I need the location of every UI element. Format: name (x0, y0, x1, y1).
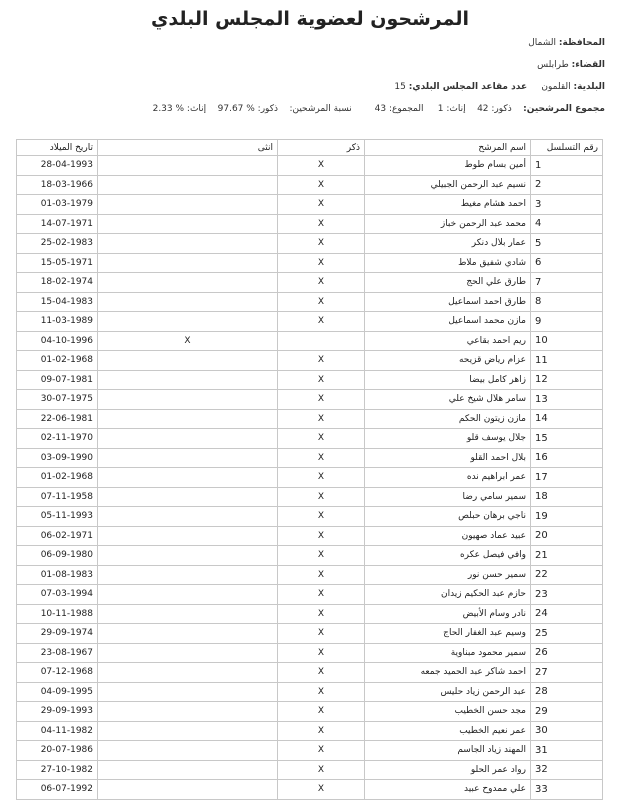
birthdate-cell: 29-09-1974 (17, 624, 98, 644)
table-row (17, 273, 603, 293)
birthdate-cell: 04-10-1996 (17, 331, 98, 351)
serial-cell: 24 (531, 604, 603, 624)
male-cell: X (278, 370, 365, 390)
female-cell (98, 429, 278, 449)
candidate-name-cell: عبد الرحمن زياد حليس (365, 682, 531, 702)
candidate-name-cell: مجد حسن الخطيب (365, 702, 531, 722)
table-header-row (17, 140, 603, 156)
serial-cell: 8 (531, 292, 603, 312)
table-row (17, 253, 603, 273)
candidate-name-cell: المهند زياد الجاسم (365, 741, 531, 761)
birthdate-cell: 01-08-1983 (17, 565, 98, 585)
candidate-name-cell: ريم احمد بقاعي (365, 331, 531, 351)
male-cell: X (278, 390, 365, 410)
candidate-name-cell: وافي فيصل عكره (365, 546, 531, 566)
birthdate-cell: 27-10-1982 (17, 760, 98, 780)
birthdate-cell: 04-09-1995 (17, 682, 98, 702)
male-percent: ذكور: % 97.67 (217, 104, 278, 114)
candidate-name-cell: جلال يوسف قلو (365, 429, 531, 449)
table-row (17, 546, 603, 566)
table-row (17, 175, 603, 195)
birthdate-cell: 02-11-1970 (17, 429, 98, 449)
female-cell (98, 507, 278, 527)
table-row (17, 487, 603, 507)
serial-cell: 26 (531, 643, 603, 663)
header-birthdate: تاريخ الميلاد (17, 140, 98, 156)
male-cell: X (278, 604, 365, 624)
female-cell (98, 760, 278, 780)
female-cell (98, 175, 278, 195)
birthdate-cell: 01-02-1968 (17, 351, 98, 371)
candidate-name-cell: مازن زيتون الحكم (365, 409, 531, 429)
district-line (537, 60, 605, 70)
birthdate-cell: 11-03-1989 (17, 312, 98, 332)
table-row (17, 448, 603, 468)
candidate-name-cell: بلال احمد القلو (365, 448, 531, 468)
birthdate-cell: 20-07-1986 (17, 741, 98, 761)
serial-cell: 13 (531, 390, 603, 410)
candidate-name-cell: طارق علي الحج (365, 273, 531, 293)
serial-cell: 10 (531, 331, 603, 351)
female-cell (98, 448, 278, 468)
female-cell (98, 370, 278, 390)
district-value: طرابلس (537, 60, 569, 70)
birthdate-cell: 05-11-1993 (17, 507, 98, 527)
serial-cell: 2 (531, 175, 603, 195)
serial-cell: 29 (531, 702, 603, 722)
summary-line (153, 104, 605, 114)
female-cell (98, 214, 278, 234)
candidate-name-cell: سمير حسن نور (365, 565, 531, 585)
total-count: المجموع: 43 (374, 104, 424, 114)
table-row (17, 390, 603, 410)
district-label: القضاء: (571, 60, 605, 70)
candidate-name-cell: سمير سامي رضا (365, 487, 531, 507)
birthdate-cell: 09-07-1981 (17, 370, 98, 390)
female-cell (98, 565, 278, 585)
female-count: إناث: 1 (437, 104, 466, 114)
table-row (17, 741, 603, 761)
female-cell (98, 643, 278, 663)
candidate-name-cell: عزام رياض قزيحه (365, 351, 531, 371)
candidate-name-cell: سامر هلال شيخ علي (365, 390, 531, 410)
serial-cell: 33 (531, 780, 603, 800)
male-cell: X (278, 702, 365, 722)
candidate-name-cell: حازم عبد الحكيم زيدان (365, 585, 531, 605)
table-row (17, 663, 603, 683)
candidate-name-cell: أمين بسام طوط (365, 156, 531, 176)
table-row (17, 156, 603, 176)
male-cell: X (278, 292, 365, 312)
birthdate-cell: 07-11-1958 (17, 487, 98, 507)
male-cell: X (278, 526, 365, 546)
birthdate-cell: 04-11-1982 (17, 721, 98, 741)
table-row (17, 351, 603, 371)
male-cell: X (278, 624, 365, 644)
male-cell: X (278, 546, 365, 566)
serial-cell: 30 (531, 721, 603, 741)
candidate-name-cell: عمار بلال دنكر (365, 234, 531, 254)
serial-cell: 9 (531, 312, 603, 332)
serial-cell: 14 (531, 409, 603, 429)
male-cell: X (278, 760, 365, 780)
table-row (17, 331, 603, 351)
table-row (17, 643, 603, 663)
female-cell (98, 156, 278, 176)
seats-label: عدد مقاعد المجلس البلدي: (408, 82, 528, 92)
table-row (17, 409, 603, 429)
male-cell: X (278, 663, 365, 683)
serial-cell: 4 (531, 214, 603, 234)
candidate-name-cell: نادر وسام الأبيض (365, 604, 531, 624)
female-cell (98, 682, 278, 702)
birthdate-cell: 10-11-1988 (17, 604, 98, 624)
page-title: المرشحون لعضوية المجلس البلدي (151, 8, 469, 30)
female-cell (98, 273, 278, 293)
candidate-name-cell: وسيم عبد الغفار الحاج (365, 624, 531, 644)
female-cell (98, 721, 278, 741)
birthdate-cell: 06-02-1971 (17, 526, 98, 546)
candidate-name-cell: عمر ابراهيم نده (365, 468, 531, 488)
header-female: انثى (98, 140, 278, 156)
ratio-label: نسبة المرشحين: (289, 104, 352, 114)
birthdate-cell: 25-02-1983 (17, 234, 98, 254)
table-row (17, 429, 603, 449)
male-cell: X (278, 721, 365, 741)
male-cell: X (278, 429, 365, 449)
female-cell (98, 526, 278, 546)
female-percent: إناث: % 2.33 (152, 104, 207, 114)
female-cell (98, 487, 278, 507)
serial-cell: 18 (531, 487, 603, 507)
candidate-name-cell: احمد هشام مغيط (365, 195, 531, 215)
female-cell: X (98, 331, 278, 351)
table-row (17, 468, 603, 488)
male-cell: X (278, 468, 365, 488)
birthdate-cell: 07-03-1994 (17, 585, 98, 605)
serial-cell: 16 (531, 448, 603, 468)
birthdate-cell: 03-09-1990 (17, 448, 98, 468)
serial-cell: 19 (531, 507, 603, 527)
birthdate-cell: 23-08-1967 (17, 643, 98, 663)
male-cell: X (278, 409, 365, 429)
candidate-name-cell: مازن محمد اسماعيل (365, 312, 531, 332)
birthdate-cell: 22-06-1981 (17, 409, 98, 429)
table-row (17, 585, 603, 605)
female-cell (98, 409, 278, 429)
table-row (17, 312, 603, 332)
birthdate-cell: 14-07-1971 (17, 214, 98, 234)
table-row (17, 760, 603, 780)
serial-cell: 20 (531, 526, 603, 546)
female-cell (98, 585, 278, 605)
male-cell: X (278, 175, 365, 195)
male-cell: X (278, 448, 365, 468)
male-cell: X (278, 156, 365, 176)
table-row (17, 682, 603, 702)
candidate-name-cell: محمد عبد الرحمن خباز (365, 214, 531, 234)
birthdate-cell: 07-12-1968 (17, 663, 98, 683)
candidate-name-cell: طارق احمد اسماعيل (365, 292, 531, 312)
municipality-value: القلمون (541, 82, 571, 92)
candidate-name-cell: عبيد عماد صهيون (365, 526, 531, 546)
serial-cell: 22 (531, 565, 603, 585)
serial-cell: 17 (531, 468, 603, 488)
male-cell: X (278, 585, 365, 605)
male-cell: X (278, 780, 365, 800)
table-row (17, 370, 603, 390)
serial-cell: 15 (531, 429, 603, 449)
serial-cell: 28 (531, 682, 603, 702)
male-cell: X (278, 234, 365, 254)
male-count: ذكور: 42 (477, 104, 512, 114)
female-cell (98, 253, 278, 273)
birthdate-cell: 15-04-1983 (17, 292, 98, 312)
table-row (17, 624, 603, 644)
candidate-name-cell: عمر نعيم الخطيب (365, 721, 531, 741)
birthdate-cell: 01-03-1979 (17, 195, 98, 215)
candidate-name-cell: ناجي برهان حبلص (365, 507, 531, 527)
male-cell: X (278, 253, 365, 273)
serial-cell: 5 (531, 234, 603, 254)
female-cell (98, 546, 278, 566)
serial-cell: 6 (531, 253, 603, 273)
birthdate-cell: 18-03-1966 (17, 175, 98, 195)
serial-cell: 27 (531, 663, 603, 683)
female-cell (98, 624, 278, 644)
birthdate-cell: 18-02-1974 (17, 273, 98, 293)
male-cell: X (278, 273, 365, 293)
male-cell: X (278, 214, 365, 234)
male-cell: X (278, 741, 365, 761)
birthdate-cell: 01-02-1968 (17, 468, 98, 488)
candidate-name-cell: احمد شاكر عبد الحميد جمعه (365, 663, 531, 683)
female-cell (98, 663, 278, 683)
male-cell: X (278, 195, 365, 215)
serial-cell: 11 (531, 351, 603, 371)
serial-cell: 25 (531, 624, 603, 644)
candidate-name-cell: نسيم عبد الرحمن الجبيلي (365, 175, 531, 195)
table-row (17, 234, 603, 254)
table-row (17, 507, 603, 527)
header-male: ذكر (278, 140, 365, 156)
governorate-label: المحافظة: (558, 38, 605, 48)
governorate-value: الشمال (528, 38, 557, 48)
total-label: مجموع المرشحين: (523, 104, 605, 114)
table-row (17, 195, 603, 215)
male-cell: X (278, 565, 365, 585)
candidate-name-cell: زاهر كامل بيضا (365, 370, 531, 390)
female-cell (98, 195, 278, 215)
header-name: اسم المرشح (365, 140, 531, 156)
table-body (17, 156, 603, 800)
candidate-name-cell: علي ممدوح عبيد (365, 780, 531, 800)
table-row (17, 780, 603, 800)
table-row (17, 702, 603, 722)
birthdate-cell: 06-09-1980 (17, 546, 98, 566)
municipality-line (394, 82, 605, 92)
candidate-name-cell: شادي شفيق ملاط (365, 253, 531, 273)
table-row (17, 721, 603, 741)
header-serial: رقم التسلسل (531, 140, 603, 156)
seats-value: 15 (394, 82, 406, 92)
female-cell (98, 741, 278, 761)
female-cell (98, 604, 278, 624)
male-cell: X (278, 643, 365, 663)
female-cell (98, 312, 278, 332)
serial-cell: 7 (531, 273, 603, 293)
serial-cell: 1 (531, 156, 603, 176)
table-row (17, 526, 603, 546)
female-cell (98, 234, 278, 254)
candidate-name-cell: رواد عمر الحلو (365, 760, 531, 780)
male-cell: X (278, 682, 365, 702)
serial-cell: 21 (531, 546, 603, 566)
birthdate-cell: 06-07-1992 (17, 780, 98, 800)
table-row (17, 292, 603, 312)
candidates-table (16, 139, 603, 800)
table-row (17, 214, 603, 234)
serial-cell: 31 (531, 741, 603, 761)
male-cell: X (278, 507, 365, 527)
table-row (17, 565, 603, 585)
birthdate-cell: 15-05-1971 (17, 253, 98, 273)
birthdate-cell: 28-04-1993 (17, 156, 98, 176)
male-cell: X (278, 351, 365, 371)
female-cell (98, 390, 278, 410)
serial-cell: 32 (531, 760, 603, 780)
birthdate-cell: 29-09-1993 (17, 702, 98, 722)
male-cell: X (278, 312, 365, 332)
female-cell (98, 468, 278, 488)
female-cell (98, 351, 278, 371)
female-cell (98, 702, 278, 722)
birthdate-cell: 30-07-1975 (17, 390, 98, 410)
female-cell (98, 292, 278, 312)
serial-cell: 23 (531, 585, 603, 605)
male-cell (278, 331, 365, 351)
male-cell: X (278, 487, 365, 507)
governorate-line (528, 38, 605, 48)
female-cell (98, 780, 278, 800)
serial-cell: 3 (531, 195, 603, 215)
table-row (17, 604, 603, 624)
serial-cell: 12 (531, 370, 603, 390)
candidate-name-cell: سمير محمود مبناوية (365, 643, 531, 663)
municipality-label: البلدية: (573, 82, 605, 92)
